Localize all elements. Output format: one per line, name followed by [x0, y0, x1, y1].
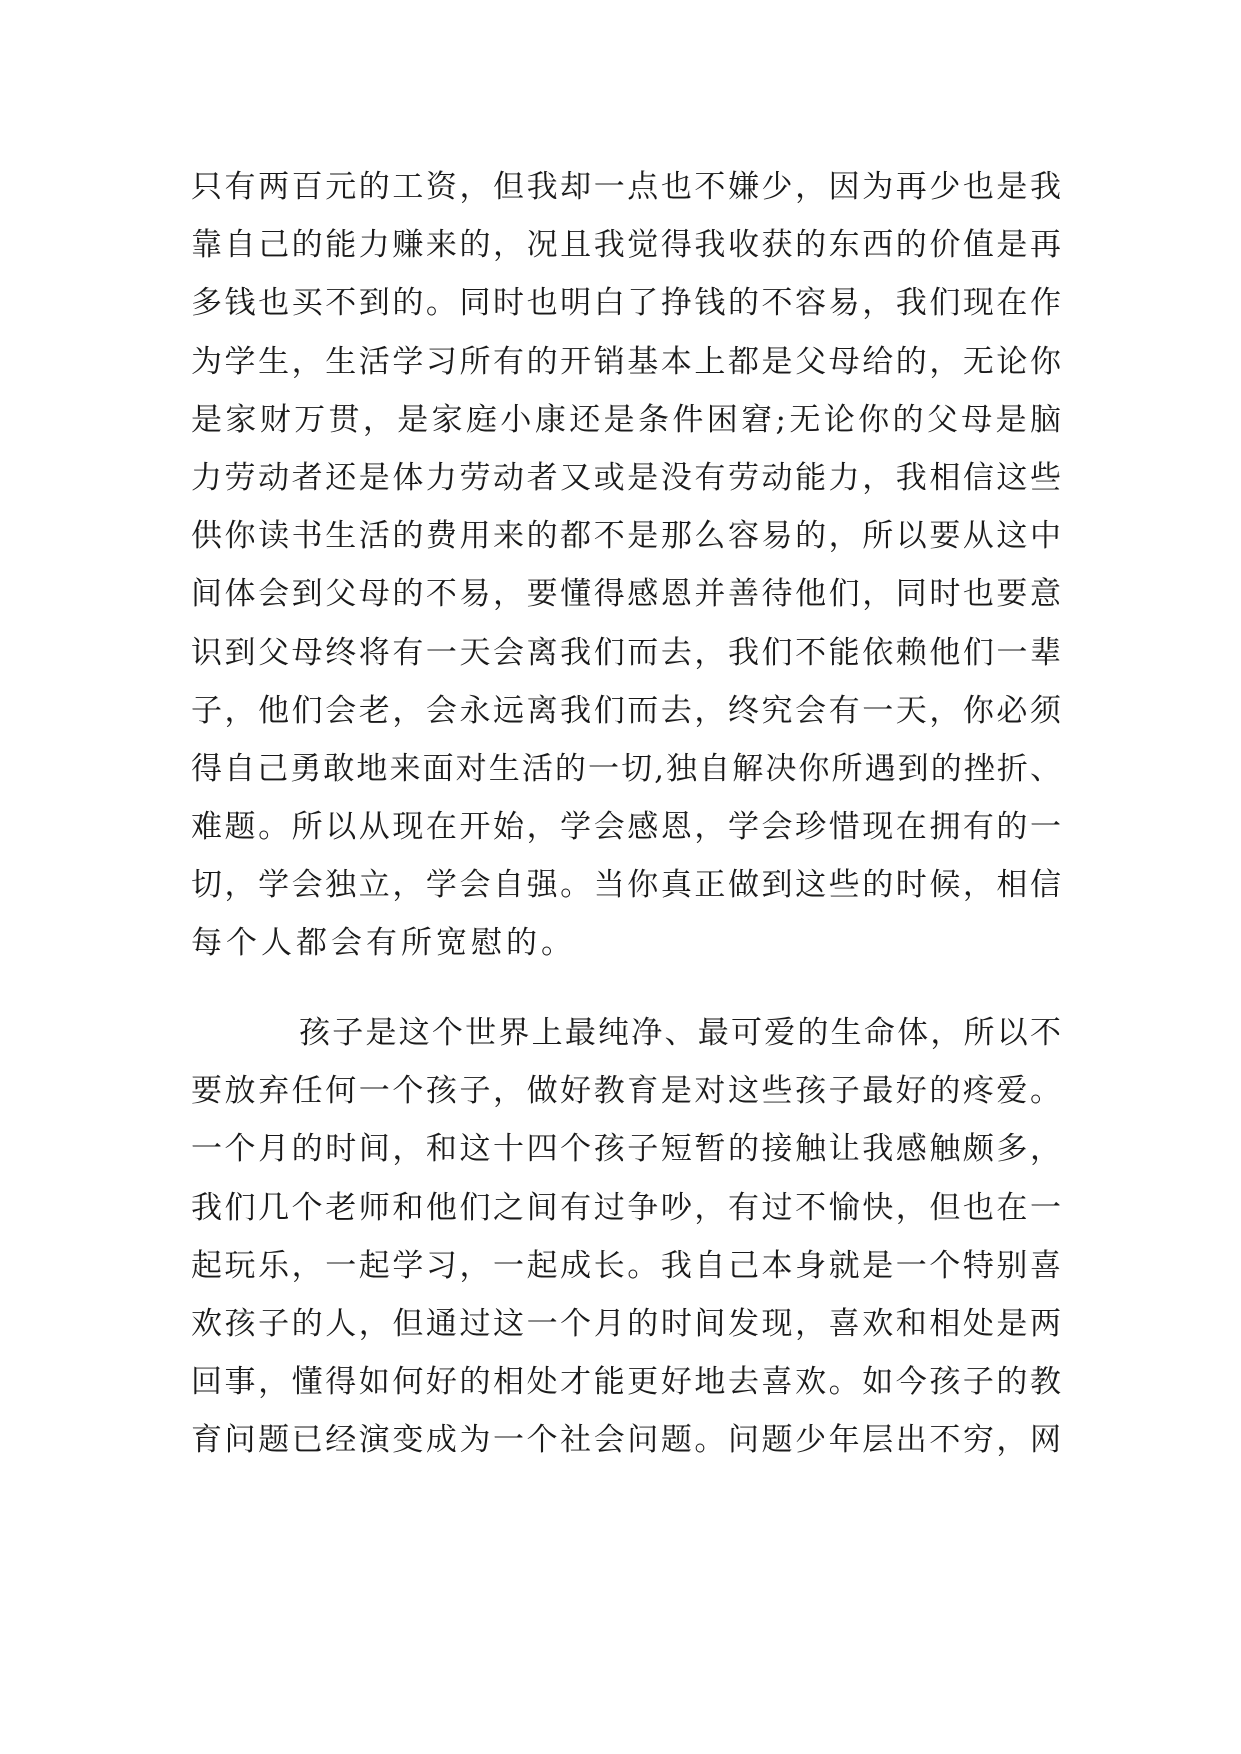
text-line: 难题。所以从现在开始，学会感恩，学会珍惜现在拥有的一 [191, 809, 1061, 846]
text-line: 是家财万贯，是家庭小康还是条件困窘;无论你的父母是脑 [191, 401, 1061, 438]
text-line: 识到父母终将有一天会离我们而去，我们不能依赖他们一辈 [191, 634, 1061, 671]
text-line: 只有两百元的工资，但我却一点也不嫌少，因为再少也是我 [191, 169, 1061, 205]
text-line: 为学生，生活学习所有的开销基本上都是父母给的，无论你 [191, 343, 1061, 380]
text-line-last: 每个人都会有所宽慰的。 [191, 925, 576, 962]
text-line: 多钱也买不到的。同时也明白了挣钱的不容易，我们现在作 [191, 285, 1061, 322]
text-line: 一个月的时间，和这十四个孩子短暂的接触让我感触颇多， [191, 1131, 1061, 1168]
text-line: 育问题已经演变成为一个社会问题。问题少年层出不穷，网 [191, 1422, 1061, 1459]
paragraph-1 [191, 158, 1061, 973]
text-line: 供你读书生活的费用来的都不是那么容易的，所以要从这中 [191, 518, 1061, 555]
text-line-indented: 孩子是这个世界上最纯净、最可爱的生命体，所以不 [299, 1015, 1061, 1051]
text-line: 要放弃任何一个孩子，做好教育是对这些孩子最好的疼爱。 [191, 1073, 1061, 1110]
text-line: 间体会到父母的不易，要懂得感恩并善待他们，同时也要意 [191, 576, 1061, 613]
text-line: 切，学会独立，学会自强。当你真正做到这些的时候，相信 [191, 867, 1061, 904]
paragraph-2 [191, 1004, 1061, 1470]
text-line: 靠自己的能力赚来的，况且我觉得我收获的东西的价值是再 [191, 227, 1061, 264]
text-line: 欢孩子的人，但通过这一个月的时间发现，喜欢和相处是两 [191, 1305, 1061, 1342]
text-line: 我们几个老师和他们之间有过争吵，有过不愉快，但也在一 [191, 1189, 1061, 1226]
text-line: 得自己勇敢地来面对生活的一切,独自解决你所遇到的挫折、 [191, 750, 1061, 787]
text-line: 子，他们会老，会永远离我们而去，终究会有一天，你必须 [191, 692, 1061, 729]
text-line: 回事，懂得如何好的相处才能更好地去喜欢。如今孩子的教 [191, 1364, 1061, 1401]
text-line: 起玩乐，一起学习，一起成长。我自己本身就是一个特别喜 [191, 1247, 1061, 1284]
text-line: 力劳动者还是体力劳动者又或是没有劳动能力，我相信这些 [191, 459, 1061, 496]
